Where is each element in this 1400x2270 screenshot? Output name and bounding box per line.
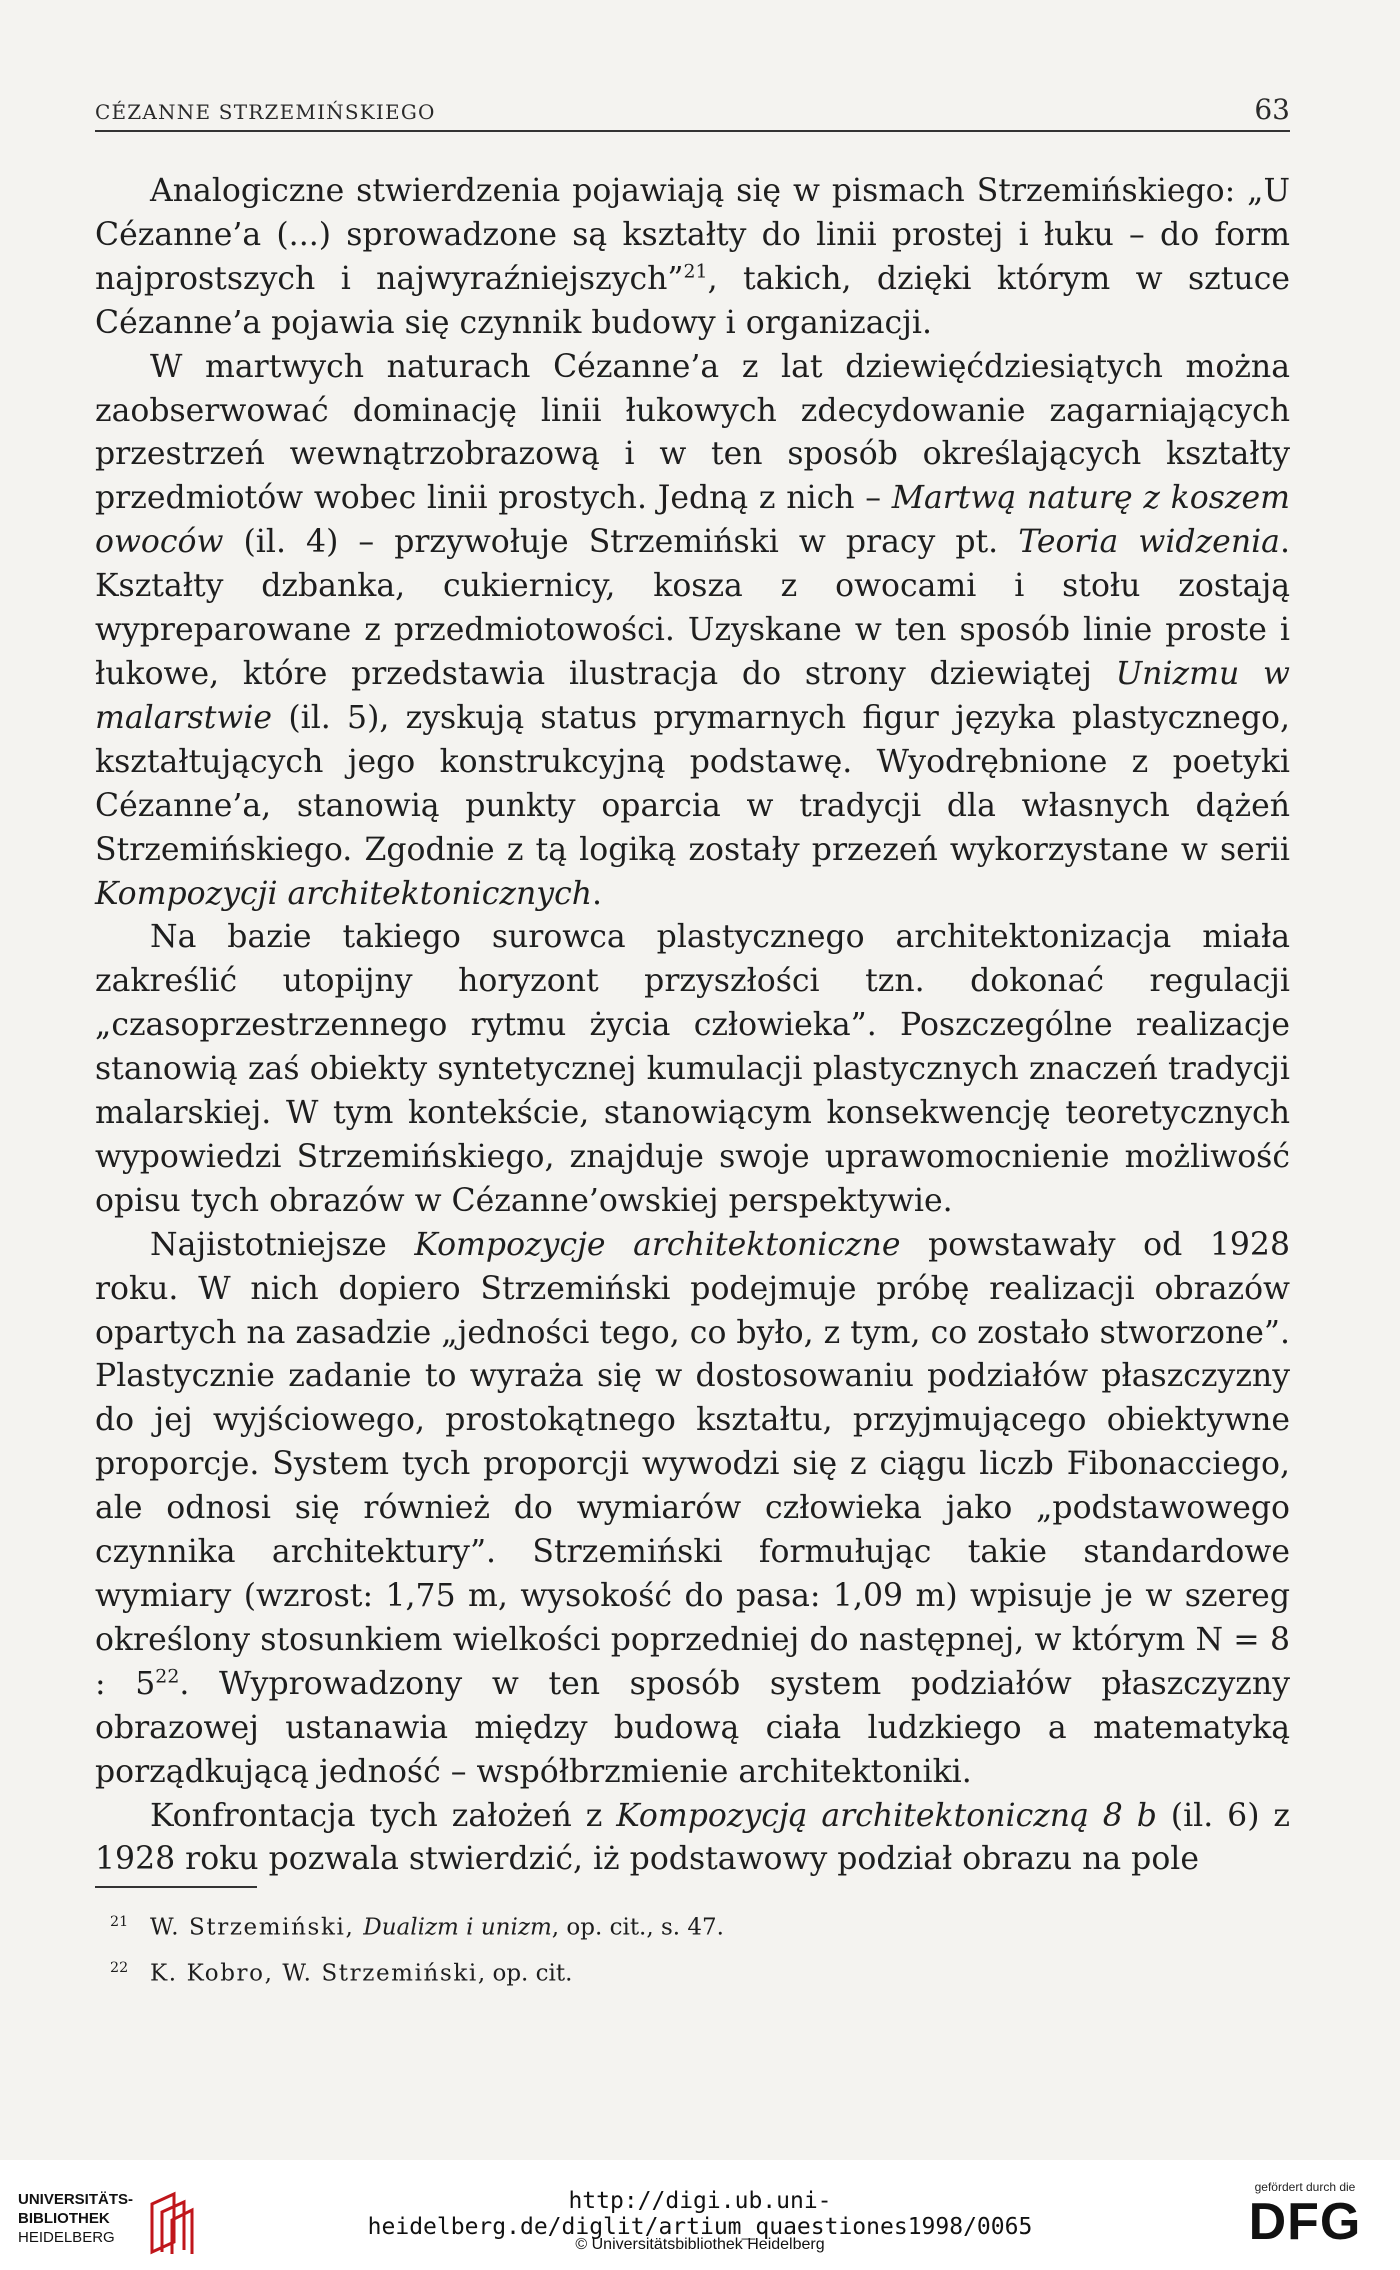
permalink-url[interactable]: http://digi.ub.uni-heidelberg.de/diglit/artium_quaestiones1998/0065 (367, 2188, 1033, 2240)
paragraph-5: Konfrontacja tych założeń z Kompozycją architektoniczną 8 b (il. 6) z 1928 roku pozwala stwierdzić, iż podstawowy podział obrazu na pole (95, 1797, 1290, 1878)
title-unizm: Unizmu w malarstwie (95, 655, 1291, 736)
title-teoria-widzenia: Teoria widzenia (1018, 524, 1280, 561)
running-head: CÉZANNE STRZEMIŃSKIEGO (95, 100, 436, 124)
dfg-logo[interactable] (1240, 2180, 1370, 2260)
footnotes (110, 1902, 1250, 1993)
title-kompozycje-architektoniczne: Kompozycje architektoniczne (414, 1226, 901, 1263)
dfg-wordmark: DFG (1248, 2193, 1362, 2251)
paragraph-3: Na bazie takiego surowca plastycznego architektonizacja miała zakreślić utopijny horyzont przyszłości tzn. dokonać regulacji „czasoprzestrzennego rytmu życia człowieka”. Poszczególne realizacje stanowią zaś obiekty syntetycznej kumulacji plastycznych znaczeń tradycji malarskiej. W tym kontekście, stanowiącym konsekwencję teoretycznych wypowiedzi Strzemińskiego, znajduje swoje uprawomocnienie możliwość opisu tych obrazów w Cézanne’owskiej perspektywie. (95, 919, 1290, 1219)
footnote-divider (95, 1886, 257, 1888)
page-header (95, 88, 1290, 132)
library-logo[interactable] (18, 2190, 198, 2260)
footnote-ref-21: 21 (683, 260, 708, 283)
paragraph-2: W martwych naturach Cézanne’a z lat dziewięćdziesiątych można zaobserwować dominację linii łukowych zdecydowanie zagarniających przestrzeń wewnątrzobrazową i w ten sposób określających kształty przedmiotów wobec linii prostych. Jedną z nich – Martwą naturę z koszem owoców (il. 4) – przywołuje Strzemiński w pracy pt. Teoria widzenia. Kształty dzbanka, cukiernicy, kosza z owocami i stołu zostają wypreparowane z przedmiotowości. Uzyskane w ten sposób linie proste i łukowe, które przedstawia ilustracja do strony dziewiątej Unizmu w malarstwie (il. 5), zyskują status prymarnych figur języka plastycznego, kształtujących jego konstrukcyjną podstawę. Wyodrębnione z poetyki Cézanne’a, stanowią punkty oparcia w tradycji dla własnych dążeń Strzemińskiego. Zgodnie z tą logiką zostały przezeń wykorzystane w serii Kompozycji architektonicznych. (95, 348, 1291, 912)
copyright-notice: © Universitätsbibliothek Heidelberg (575, 2236, 825, 2253)
title-kompozycja-8b: Kompozycją architektoniczną 8 b (616, 1797, 1157, 1834)
library-name: UNIVERSITÄTS- BIBLIOTHEK HEIDELBERG (18, 2191, 134, 2246)
footnote-22: $^{22}$ K. Kobro, W. Strzemiński, op. cit. (110, 1959, 573, 1987)
paragraph-1: Analogiczne stwierdzenia pojawiają się w pismach Strzemińskiego: „U Cézanne’a (...) sprowadzone są kształty do linii prostej i łuku – do form najprostszych i najwyraźniejszych”$^{21}$, takich, dzięki którym w sztuce Cézanne’a pojawia się czynnik budowy i organizacji. (95, 173, 1290, 341)
library-mark-icon (148, 2190, 196, 2256)
title-martwa-natura: Martwą naturę z koszem owoców (95, 480, 1290, 561)
dfg-caption: gefördert durch die (1254, 2180, 1356, 2194)
footnote-ref-22: 22 (155, 1665, 180, 1688)
footnote-21: $^{21}$ W. Strzemiński, Dualizm i unizm, op. cit., s. 47. (110, 1914, 724, 1941)
title-kompozycje: Kompozycji architektonicznych (95, 875, 593, 912)
paragraph-4: Najistotniejsze Kompozycje architektoniczne powstawały od 1928 roku. W nich dopiero Strzemiński podejmuje próbę realizacji obrazów opartych na zasadzie „jedności tego, co było, z tym, co zostało stworzone”. Plastycznie zadanie to wyraża się w dostosowaniu podziałów płaszczyzny do jej wyjściowego, prostokątnego kształtu, przyjmującego obiektywne proporcje. System tych proporcji wywodzi się z ciągu liczb Fibonacciego, ale odnosi się również do wymiarów człowieka jako „podstawowego czynnika architektury”. Strzemiński formułując takie standardowe wymiary (wzrost: 1,75 m, wysokość do pasa: 1,09 m) wpisuje je w szereg określony stosunkiem wielkości poprzedniej do następnej, w którym N = 8 : $5^{22}$. Wyprowadzony w ten sposób system podziałów płaszczyzny obrazowej ustanawia między budową ciała ludzkiego a matematyką porządkującą jedność – współbrzmienie architektoniki. (95, 1226, 1290, 1790)
body-text (95, 170, 1290, 1882)
page-number: 63 (1254, 93, 1290, 126)
